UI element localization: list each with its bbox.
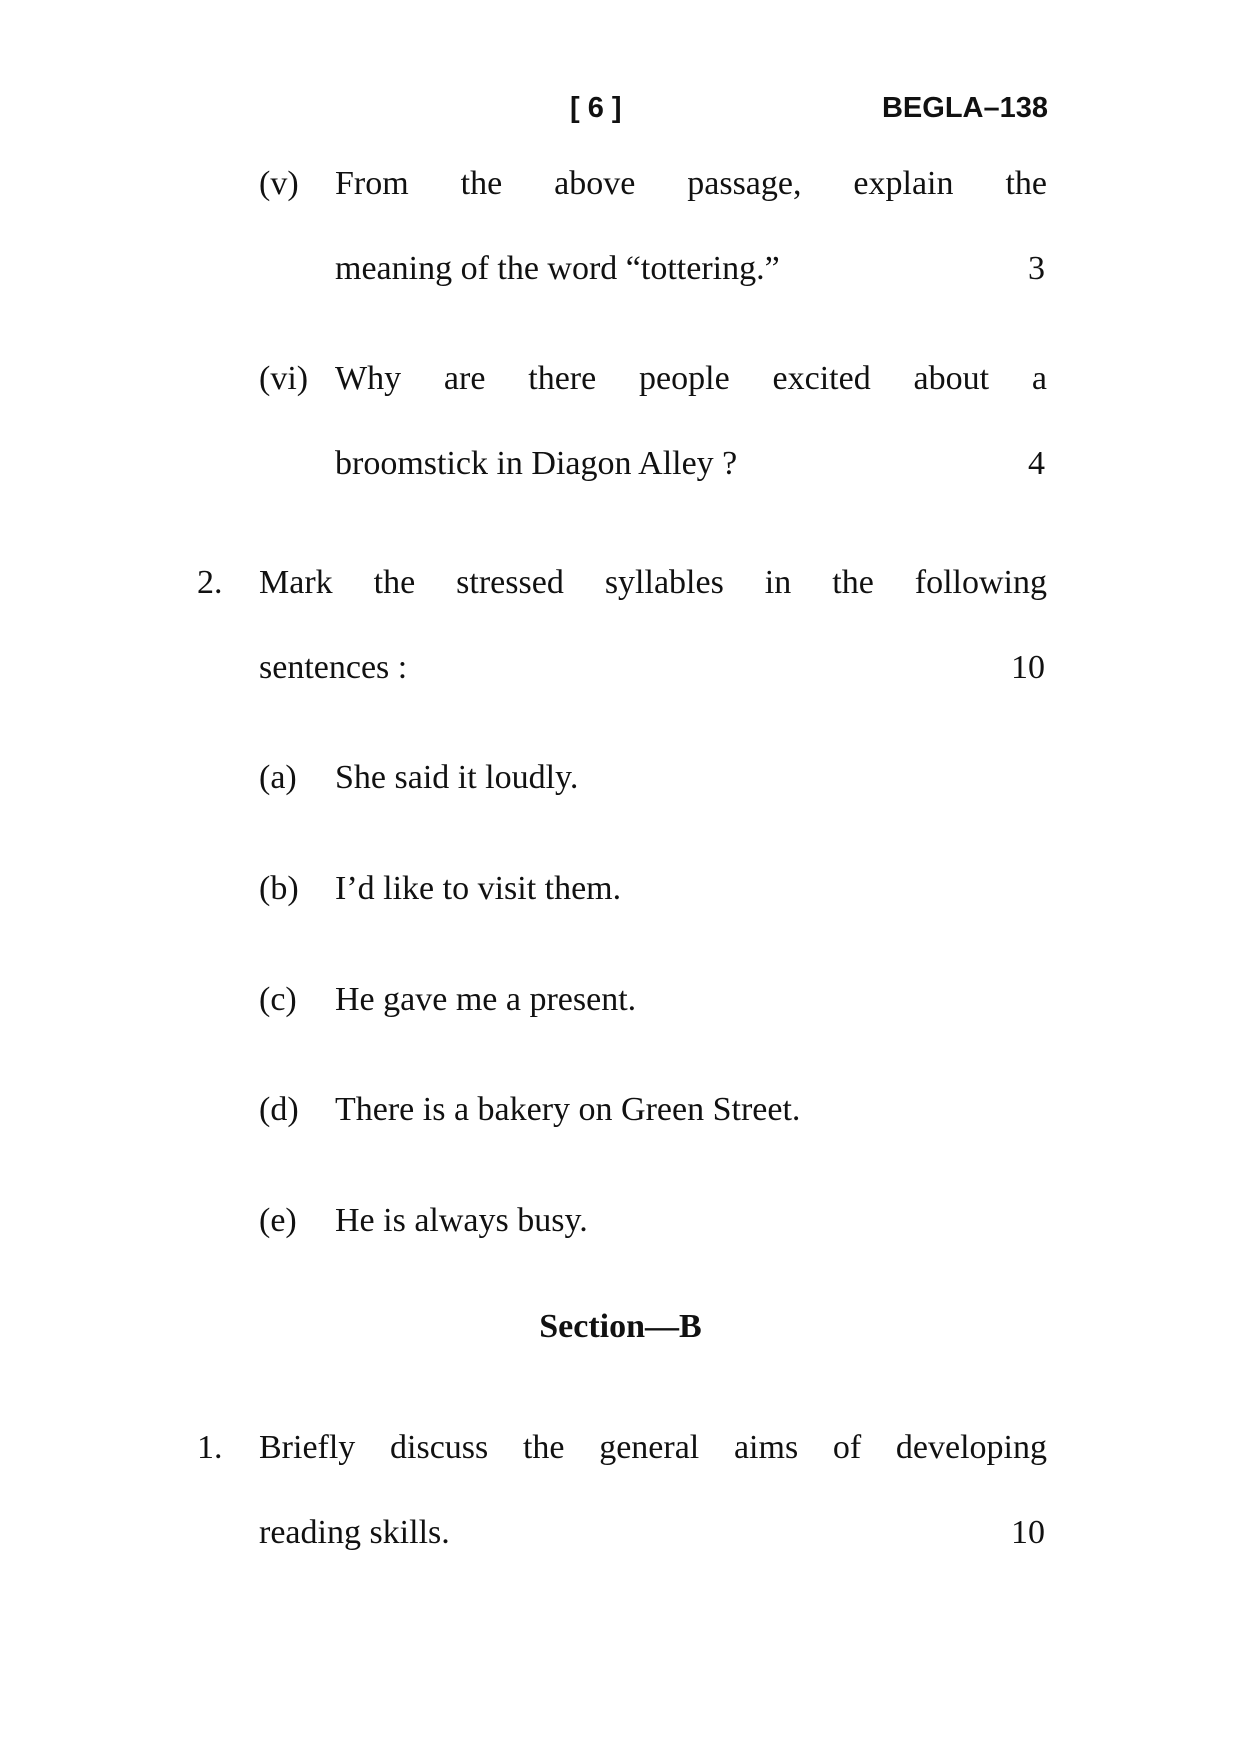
page-number: [ 6 ] — [570, 92, 622, 124]
section-b-question-1-line-2: reading skills. — [259, 1514, 450, 1551]
item-sentence: She said it loudly. — [335, 759, 579, 796]
question-2-line-1: Mark the stressed syllables in the following — [259, 564, 1047, 601]
question-vi-marks: 4 — [1028, 445, 1045, 482]
item-sentence: I’d like to visit them. — [335, 870, 622, 907]
question-number-v: (v) — [259, 165, 299, 202]
item-sentence: There is a bakery on Green Street. — [335, 1091, 801, 1128]
question-v-line-1: From the above passage, explain the — [335, 165, 1047, 202]
section-b-question-1-line-1: Briefly discuss the general aims of developing — [259, 1429, 1047, 1466]
question-2-marks: 10 — [1011, 649, 1045, 686]
section-b-question-1-number: 1. — [197, 1429, 223, 1466]
section-b-question-1-marks: 10 — [1011, 1514, 1045, 1551]
paper-code: BEGLA–138 — [881, 92, 1048, 124]
question-number-vi: (vi) — [259, 360, 309, 397]
item-sentence: He is always busy. — [335, 1202, 588, 1239]
item-label: (c) — [259, 981, 297, 1018]
item-label: (b) — [259, 870, 299, 907]
item-label: (a) — [259, 759, 297, 796]
section-title: Section—B — [539, 1308, 702, 1345]
question-2-number: 2. — [197, 564, 223, 601]
question-v-line-2: meaning of the word “tottering.” — [335, 250, 780, 287]
item-sentence: He gave me a present. — [335, 981, 637, 1018]
question-v-marks: 3 — [1028, 250, 1045, 287]
question-vi-line-2: broomstick in Diagon Alley ? — [335, 445, 738, 482]
question-2-line-2: sentences : — [259, 649, 408, 686]
section-heading — [0, 1303, 1241, 1351]
item-label: (e) — [259, 1202, 297, 1239]
item-label: (d) — [259, 1091, 299, 1128]
question-vi-line-1: Why are there people excited about a — [335, 360, 1047, 397]
